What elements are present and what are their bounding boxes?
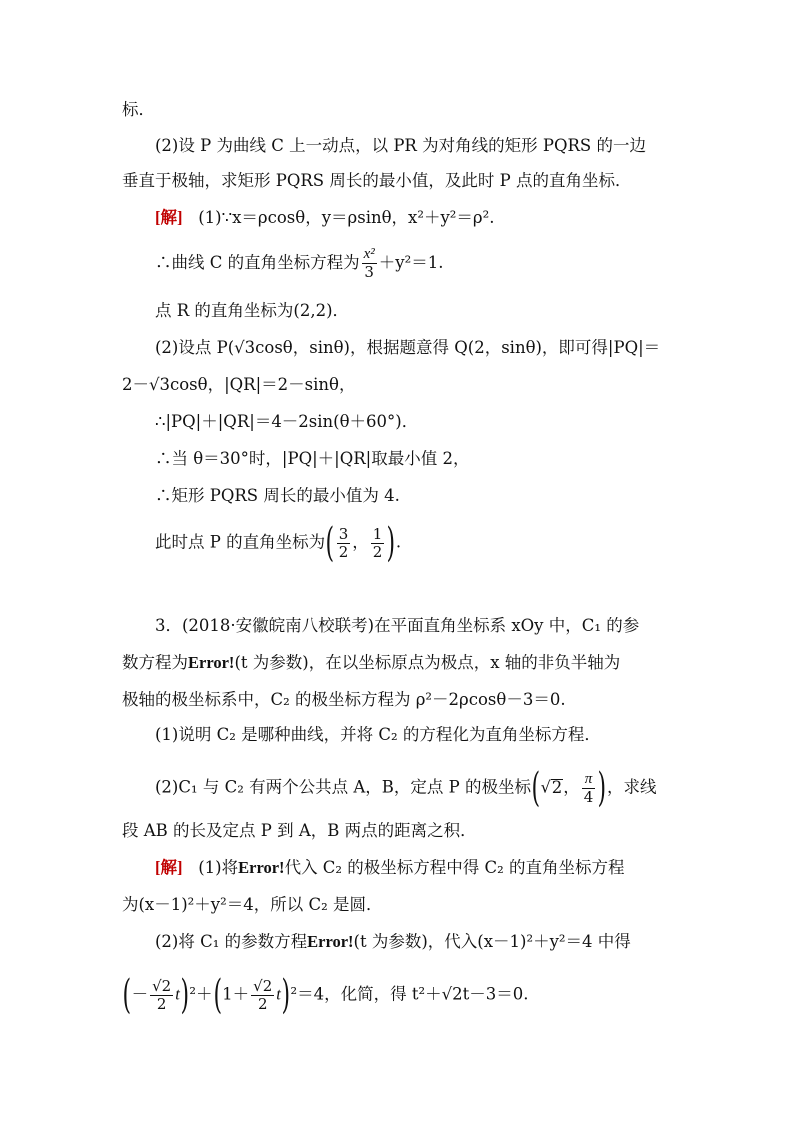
fraction: [582, 771, 596, 806]
fraction-denominator: 2: [156, 994, 167, 1013]
left-paren-icon: (: [213, 972, 222, 1018]
fraction-denominator: 2: [338, 542, 349, 561]
sqrt-icon: √: [540, 777, 551, 797]
right-paren-icon: ): [281, 972, 290, 1018]
text-suffix: (t 为参数)，代入(x－1)²＋y²＝4 中得: [353, 932, 631, 951]
solution-tag: [解]: [155, 208, 183, 227]
separator: ，: [352, 532, 369, 552]
text-line: 为(x－1)²＋y²＝4，所以 C₂ 是圆．: [122, 895, 383, 914]
fraction-denominator: 4: [583, 787, 594, 806]
text-line: [122, 652, 620, 674]
fraction: [371, 526, 385, 561]
question-part-1: (1)说明 C₂ 是哪种曲线，并将 C₂ 的方程化为直角坐标方程．: [155, 725, 601, 744]
text-suffix: (t 为参数)，在以坐标原点为极点，x 轴的非负半轴为: [234, 653, 621, 672]
question-part-2: [155, 765, 657, 811]
text-line: 2－√3cosθ，|QR|＝2－sinθ，: [122, 375, 356, 394]
fraction-numerator: 3: [338, 524, 349, 543]
separator: ，: [563, 777, 580, 797]
radicand: 2: [551, 777, 563, 797]
fraction-denominator: 2: [257, 994, 268, 1013]
coordinate-line: [155, 520, 402, 566]
fraction-numerator: 1: [372, 524, 383, 543]
equation-prefix: ∴曲线 C 的直角坐标方程为: [155, 253, 360, 272]
right-paren-icon: ): [180, 972, 189, 1018]
text-line: 点 R 的直角坐标为(2,2)．: [155, 301, 350, 320]
text-line: ∴矩形 PQRS 周长的最小值为 4.: [155, 486, 400, 505]
equation-line: [122, 972, 529, 1018]
question-part-2: (2)设 P 为曲线 C 上一动点，以 PR 为对角线的矩形 PQRS 的一边: [155, 136, 646, 155]
text-prefix: (2)将 C₁ 的参数方程: [155, 932, 308, 951]
solution-text: (1)∵x＝ρcosθ，y＝ρsinθ，x²＋y²＝ρ².: [198, 208, 495, 227]
coordinate-prefix: 此时点 P 的直角坐标为: [155, 532, 326, 552]
solution-line: [155, 857, 625, 879]
fraction-numerator: x²: [363, 246, 375, 262]
text-line: 极轴的极坐标系中，C₂ 的极坐标方程为 ρ²－2ρcosθ－3＝0.: [122, 690, 566, 709]
left-paren-icon: (: [122, 972, 132, 1018]
fraction-denominator: 3: [364, 263, 374, 281]
text-line: 标．: [122, 100, 155, 119]
text-prefix: (1)将: [198, 858, 239, 877]
equation-suffix: ＋y²＝1.: [378, 253, 444, 272]
text-prefix: (2)C₁ 与 C₂ 有两个公共点 A，B，定点 P 的极坐标: [155, 777, 531, 797]
fraction-numerator: √2: [152, 976, 172, 995]
equation-suffix: ²＝4，化简，得 t²＋√2t－3＝0.: [290, 984, 529, 1004]
text-line: [155, 931, 631, 953]
fraction: [150, 978, 173, 1013]
text-suffix: 代入 C₂ 的极坐标方程中得 C₂ 的直角坐标方程: [284, 858, 625, 877]
minus-sign: －: [131, 984, 149, 1004]
text-line: (2)设点 P(√3cosθ，sinθ)，根据题意得 Q(2，sinθ)，即可得|PQ|＝: [155, 338, 661, 357]
text-suffix: ，求线: [606, 777, 657, 797]
fraction-numerator: π: [582, 771, 596, 789]
right-paren-icon: ): [597, 765, 607, 811]
error-text: Error!: [238, 858, 285, 877]
text-line: 垂直于极轴，求矩形 PQRS 周长的最小值，及此时 P 点的直角坐标．: [122, 171, 632, 190]
right-paren-icon: ): [386, 520, 396, 566]
fraction-denominator: 2: [372, 542, 383, 561]
solution-line: [155, 207, 494, 229]
left-paren-icon: (: [531, 765, 541, 811]
solution-tag: [解]: [155, 858, 183, 877]
fraction: [362, 246, 377, 281]
left-paren-icon: (: [325, 520, 335, 566]
text-line: 段 AB 的长及定点 P 到 A，B 两点的距离之积．: [122, 821, 477, 840]
coordinate-suffix: .: [395, 532, 402, 552]
constant-text: 1＋: [222, 984, 250, 1004]
variable-t: t: [175, 984, 180, 1004]
error-text: Error!: [307, 932, 354, 951]
text-line: ∴当 θ＝30°时，|PQ|＋|QR|取最小值 2，: [155, 449, 470, 468]
error-text: Error!: [188, 653, 235, 672]
text-line: ∴|PQ|＋|QR|＝4－2sin(θ＋60°)．: [155, 412, 419, 431]
fraction-numerator: √2: [253, 976, 273, 995]
fraction: [251, 978, 274, 1013]
variable-t: t: [276, 984, 281, 1004]
equation-line: [155, 246, 443, 281]
text-prefix: 数方程为: [122, 653, 188, 672]
fraction: [337, 526, 351, 561]
question-3: 3．(2018·安徽皖南八校联考)在平面直角坐标系 xOy 中，C₁ 的参: [155, 616, 640, 635]
operator-text: ²＋: [189, 984, 213, 1004]
